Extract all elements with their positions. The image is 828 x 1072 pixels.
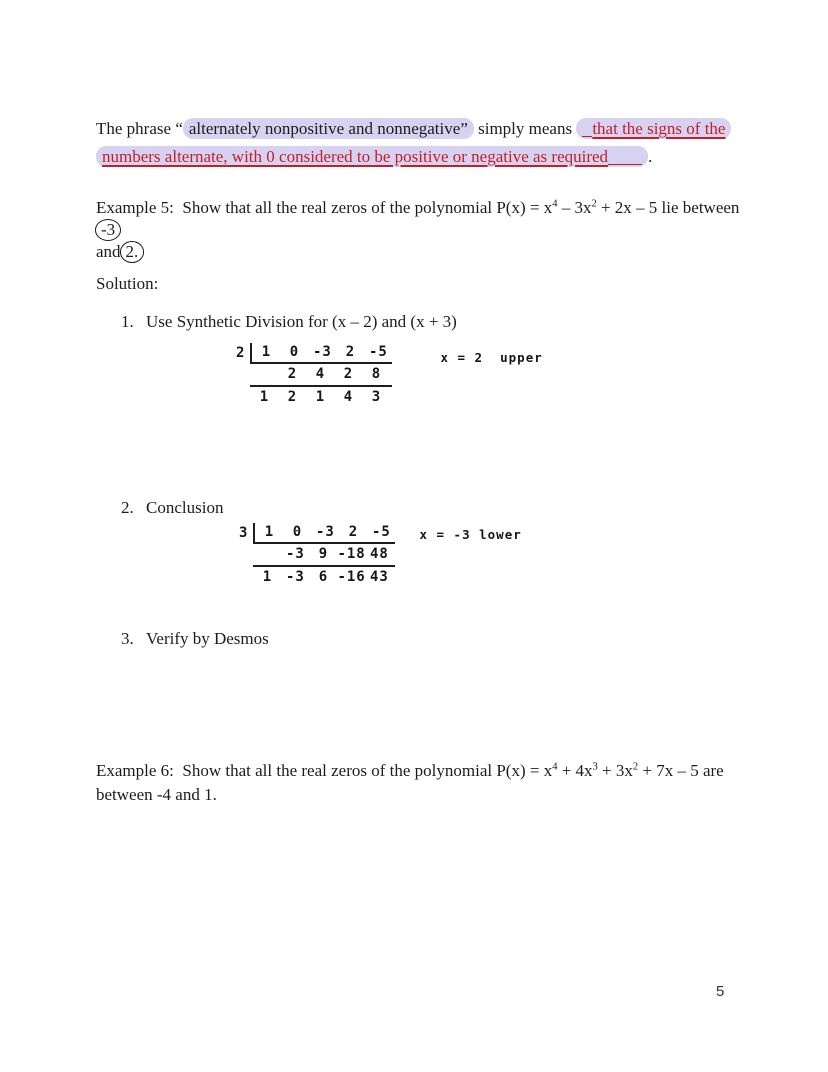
sd2-cell: 2 (348, 524, 359, 540)
sd1-cell: 2 (287, 366, 298, 382)
step-2-number: 2. (121, 498, 134, 517)
example5-text-2: – 3x (557, 198, 592, 217)
answer-highlight-1 (576, 118, 731, 139)
step-1-text: Use Synthetic Division for (x – 2) and (x + 3) (146, 312, 457, 331)
synthetic-division-2-divisor: 3 (239, 525, 249, 541)
answer-text-line-2: numbers alternate, with 0 considered to be positive or negative as required (102, 147, 609, 166)
sd1-cell: 2 (287, 389, 298, 405)
synthetic-division-1-divisor: 2 (236, 345, 246, 361)
sd2-cell: 48 (370, 546, 389, 562)
sd1-cell: 2 (345, 344, 356, 360)
intro-prefix: The phrase (96, 119, 176, 138)
solution-label: Solution: (96, 274, 159, 293)
highlighted-phrase-text: alternately nonpositive and nonnegative (188, 119, 461, 138)
example5-exponent-2: 2 (591, 198, 597, 210)
example6-exponent-2: 2 (632, 761, 639, 773)
solution-step-3 (96, 628, 748, 650)
circled-bound-2: 2. (120, 241, 145, 263)
sd1-cell: -5 (369, 344, 388, 360)
step-2-text: Conclusion (146, 498, 224, 517)
synthetic-division-1-rows (250, 343, 392, 408)
answer-highlight-2 (96, 146, 648, 167)
example6-line-2: between -4 and 1. (96, 785, 217, 804)
close-quote: ” (460, 119, 468, 138)
example6-text-3: + 3x (597, 761, 633, 780)
sd2-cell: 6 (318, 569, 329, 585)
sentence-period: . (648, 147, 653, 166)
example6-text-4: + 7x – 5 are (638, 761, 724, 780)
sd2-cell: -3 (286, 546, 305, 562)
sd1-cell (250, 364, 278, 385)
intro-line-2 (96, 143, 748, 171)
sd1-cell: 1 (261, 344, 272, 360)
sd2-cell: 0 (292, 524, 303, 540)
example5-text-1: Example 5: Show that all the real zeros of the polynomial P(x) = x (96, 198, 553, 217)
synthetic-division-2-rows (253, 523, 395, 588)
circled-bound-neg3: -3 (95, 219, 121, 241)
sd1-cell: 1 (315, 389, 326, 405)
synthetic-division-1-row-coefficients (250, 343, 392, 364)
highlighted-phrase (183, 118, 474, 139)
sd1-cell: 2 (343, 366, 354, 382)
synthetic-division-1-row-result (250, 387, 392, 408)
sd2-cell: 1 (262, 569, 273, 585)
answer-text-line-1: that the signs of the (592, 119, 726, 138)
sd2-cell: -18 (337, 546, 366, 562)
synthetic-division-2-row-result (253, 567, 395, 588)
synthetic-division-2 (239, 523, 748, 588)
sd1-cell: 3 (371, 389, 382, 405)
step-1-number: 1. (121, 312, 134, 331)
answer-underline-tail (608, 148, 642, 165)
intro-paragraph (96, 115, 748, 171)
sd2-cell: 9 (318, 546, 329, 562)
sd2-cell (253, 544, 281, 565)
example5-text-4: and (96, 242, 121, 261)
example6-text-2: + 4x (557, 761, 593, 780)
example5-exponent-4: 4 (552, 198, 558, 210)
sd1-cell: 8 (371, 366, 382, 382)
sd2-cell: -3 (316, 524, 335, 540)
solution-step-2 (96, 497, 748, 519)
intro-line-1 (96, 115, 748, 143)
sd2-cell: -3 (286, 569, 305, 585)
synthetic-division-1 (236, 343, 748, 408)
example5-text-3: + 2x – 5 lie between (596, 198, 740, 217)
lower-bound-annotation: x = -3 lower (419, 527, 522, 542)
sd2-cell: 1 (264, 524, 275, 540)
synthetic-division-2-row-coefficients (253, 523, 395, 544)
sd1-cell: 4 (315, 366, 326, 382)
upper-bound-annotation: x = 2 upper (440, 350, 543, 365)
sd2-cell: -16 (337, 569, 366, 585)
step-3-text: Verify by Desmos (146, 629, 269, 648)
solution-step-1 (96, 311, 748, 333)
synthetic-division-1-row-products (250, 364, 392, 387)
synthetic-division-2-row-products (253, 544, 395, 567)
intro-middle: simply means (473, 119, 577, 138)
page-number: 5 (716, 983, 725, 1000)
example6-paragraph (96, 759, 748, 807)
sd1-cell: -3 (313, 344, 332, 360)
sd1-cell: 0 (289, 344, 300, 360)
example6-exponent-4: 4 (552, 761, 558, 773)
example6-text-1: Example 6: Show that all the real zeros of the polynomial P(x) = x (96, 761, 553, 780)
example5-paragraph (96, 197, 748, 263)
step-3-number: 3. (121, 629, 134, 648)
open-quote: “ (175, 119, 183, 138)
sd1-cell: 1 (259, 389, 270, 405)
page-content (96, 115, 748, 807)
answer-underline-lead (582, 120, 592, 137)
sd1-cell: 4 (343, 389, 354, 405)
example6-exponent-3: 3 (592, 761, 598, 773)
sd2-cell: -5 (372, 524, 391, 540)
sd2-cell: 43 (370, 569, 389, 585)
